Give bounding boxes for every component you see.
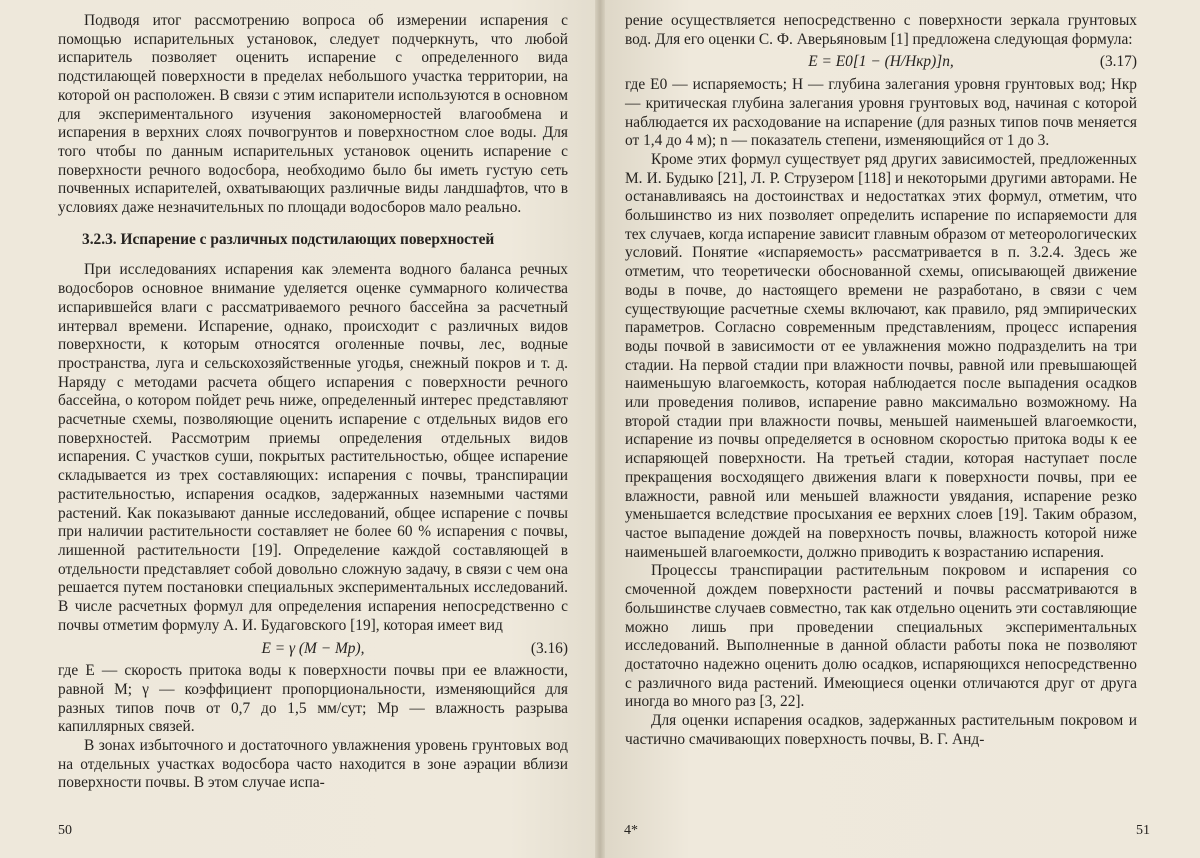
formula-expression: E = γ (M − Mр),	[261, 639, 365, 657]
formula-number: (3.16)	[530, 639, 568, 657]
section-heading: 3.2.3. Испарение с различных подстилающих поверхностей	[82, 230, 495, 248]
paragraph: В зонах избыточного и достаточного увлажнения уровень грунтовых вод на отдельных участках водосбора часто находится в зоне аэрации вблизи поверхности почвы. В этом случае испа-	[58, 737, 568, 792]
paragraph: рение осуществляется непосредственно с поверхности зеркала грунтовых вод. Для его оценки С. Ф. Аверьяновым [1] предложена следующая формула:	[625, 12, 1137, 48]
paragraph: где E — скорость притока воды к поверхности почвы при ее влажности, равной M; γ — коэффициент пропорциональности, изменяющийся для разных типов почв от 0,7 до 1,5 мм/сут; Mр — влажность разрыва капиллярных связей.	[58, 662, 568, 736]
left-page-text	[58, 12, 568, 793]
book-gutter	[595, 0, 605, 858]
formula-number: (3.17)	[1099, 53, 1137, 71]
paragraph: где E0 — испаряемость; H — глубина залегания уровня грунтовых вод; Hкр — критическая глубина залегания уровня грунтовых вод, начиная с которой наблюдается их расходование на испарение (для разных типов почв меняется от 1,4 до 4 м); n — показатель степени, изменяющийся от 1 до 3.	[625, 76, 1137, 150]
paragraph: При исследованиях испарения как элемента водного баланса речных водосборов основное внимание уделяется оценке суммарного количества испарившейся влаги с рассматриваемого речного бассейна за расчетный интервал времени. Испарение, однако, происходит с различных видов поверхности, к которым относятся оголенные почвы, лес, водные пространства, луга и сельскохозяйственные угодья, снежный покров и т. д. Наряду с методами расчета общего испарения с поверхности речного бассейна, о котором пойдет речь ниже, определенный интерес представляют расчетные схемы, позволяющие оценить испарение с отдельных видов его поверхностей. Рассмотрим приемы определения отдельных видов испарения. С участков суши, покрытых растительностью, общее испарение складывается из трех составляющих: испарения с почвы, транспирации растительностью, испарения осадков, задержанных наземными частями растений. Как показывают данные исследований, общее испарение с почвы при наличии растительности составляет не более 60 % испарения с почвы, лишенной растительности [19]. Определение каждой составляющей в отдельности представляет собой довольно сложную задачу, в связи с чем она решается путем постановки специальных экспериментальных исследований. В числе расчетных формул для определения испарения непосредственно с почвы отметим формулу А. И. Будаговского [19], которая имеет вид	[58, 261, 568, 634]
paragraph: Кроме этих формул существует ряд других зависимостей, предложенных М. И. Будыко [21], Л. Р. Струзером [118] и некоторыми другими авторами. Не останавливаясь на достоинствах и недостатках этих формул, отметим, что большинство из них позволяет определить испарение по испаряемости для тех случаев, когда испарение зависит главным образом от метеорологических условий. Понятие «испаряемость» рассматривается в п. 3.2.4. Здесь же отметим, что теоретически обоснованной схемы, описывающей движение воды в почве, до настоящего времени не разработано, в связи с чем существующие расчетные схемы включают, как правило, ряд эмпирических параметров. Согласно современным представлениям, процесс испарения воды почвой в зависимости от ее увлажнения можно подразделить на три стадии. На первой стадии при влажности почвы, равной или превышающей наименьшую влагоемкость, которая наблюдается после выпадения осадков или проведения поливов, испарение равно максимально возможному. На второй стадии при влажности почвы, меньшей наименьшей влагоемкости, испарение из почвы определяется в основном скоростью притока воды к ее испаряющей поверхности. На третьей стадии, которая наступает после прекращения восходящего движения влаги к поверхности почвы, при ее влажности, равной или меньшей влажности увядания, испарение резко уменьшается вследствие просыхания ее верхних слоев [19]. Таким образом, частое выпадение дождей на поверхность почвы, влажность которой ниже наименьшей влагоемкости, должно приводить к возрастанию испарения.	[625, 150, 1137, 561]
right-page	[600, 0, 1200, 858]
paragraph: Процессы транспирации растительным покровом и испарения со смоченной дождем поверхности растений и почвы рассматриваются в большинстве случаев совместно, так как отдельно оценить эти составляющие можно лишь при проведении специальных экспериментальных исследований. Выполненные в данной области работы пока не позволяют достаточно надежно оценить долю осадков, испаряющихся непосредственно с различного вида растений. Имеющиеся оценки отличаются друг от друга иногда во много раз [3, 22].	[625, 562, 1137, 711]
right-page-text	[625, 12, 1137, 749]
formula-3-17	[625, 53, 1137, 72]
paragraph: Подводя итог рассмотрению вопроса об измерении испарения с помощью испарительных установок, следует подчеркнуть, что любой испаритель позволяет оценить испарение с определенного вида подстилающей поверхности в пределах небольшого участка территории, на которой он расположен. В связи с этим испарители используются в основном для экспериментального изучения закономерностей влагообмена и испарения в верхних слоях почвогрунтов и поверхностном слое воды. Для того чтобы по данным испарительных установок оценить испарение с поверхности речного водосбора, необходимо было бы иметь густую сеть почвенных испарителей, охватывающих различные виды ландшафтов, что в условиях даже незначительных по площади водосборов мало реально.	[58, 12, 568, 217]
page-number-right: 51	[1136, 823, 1150, 838]
signature-mark: 4*	[624, 823, 638, 838]
paragraph: Для оценки испарения осадков, задержанных растительным покровом и частично смачивающих поверхность почвы, В. Г. Анд-	[625, 712, 1137, 748]
page-number-left: 50	[58, 823, 72, 838]
formula-3-16	[58, 640, 568, 659]
formula-expression: E = E0[1 − (H/Hкр)]n,	[808, 53, 954, 71]
